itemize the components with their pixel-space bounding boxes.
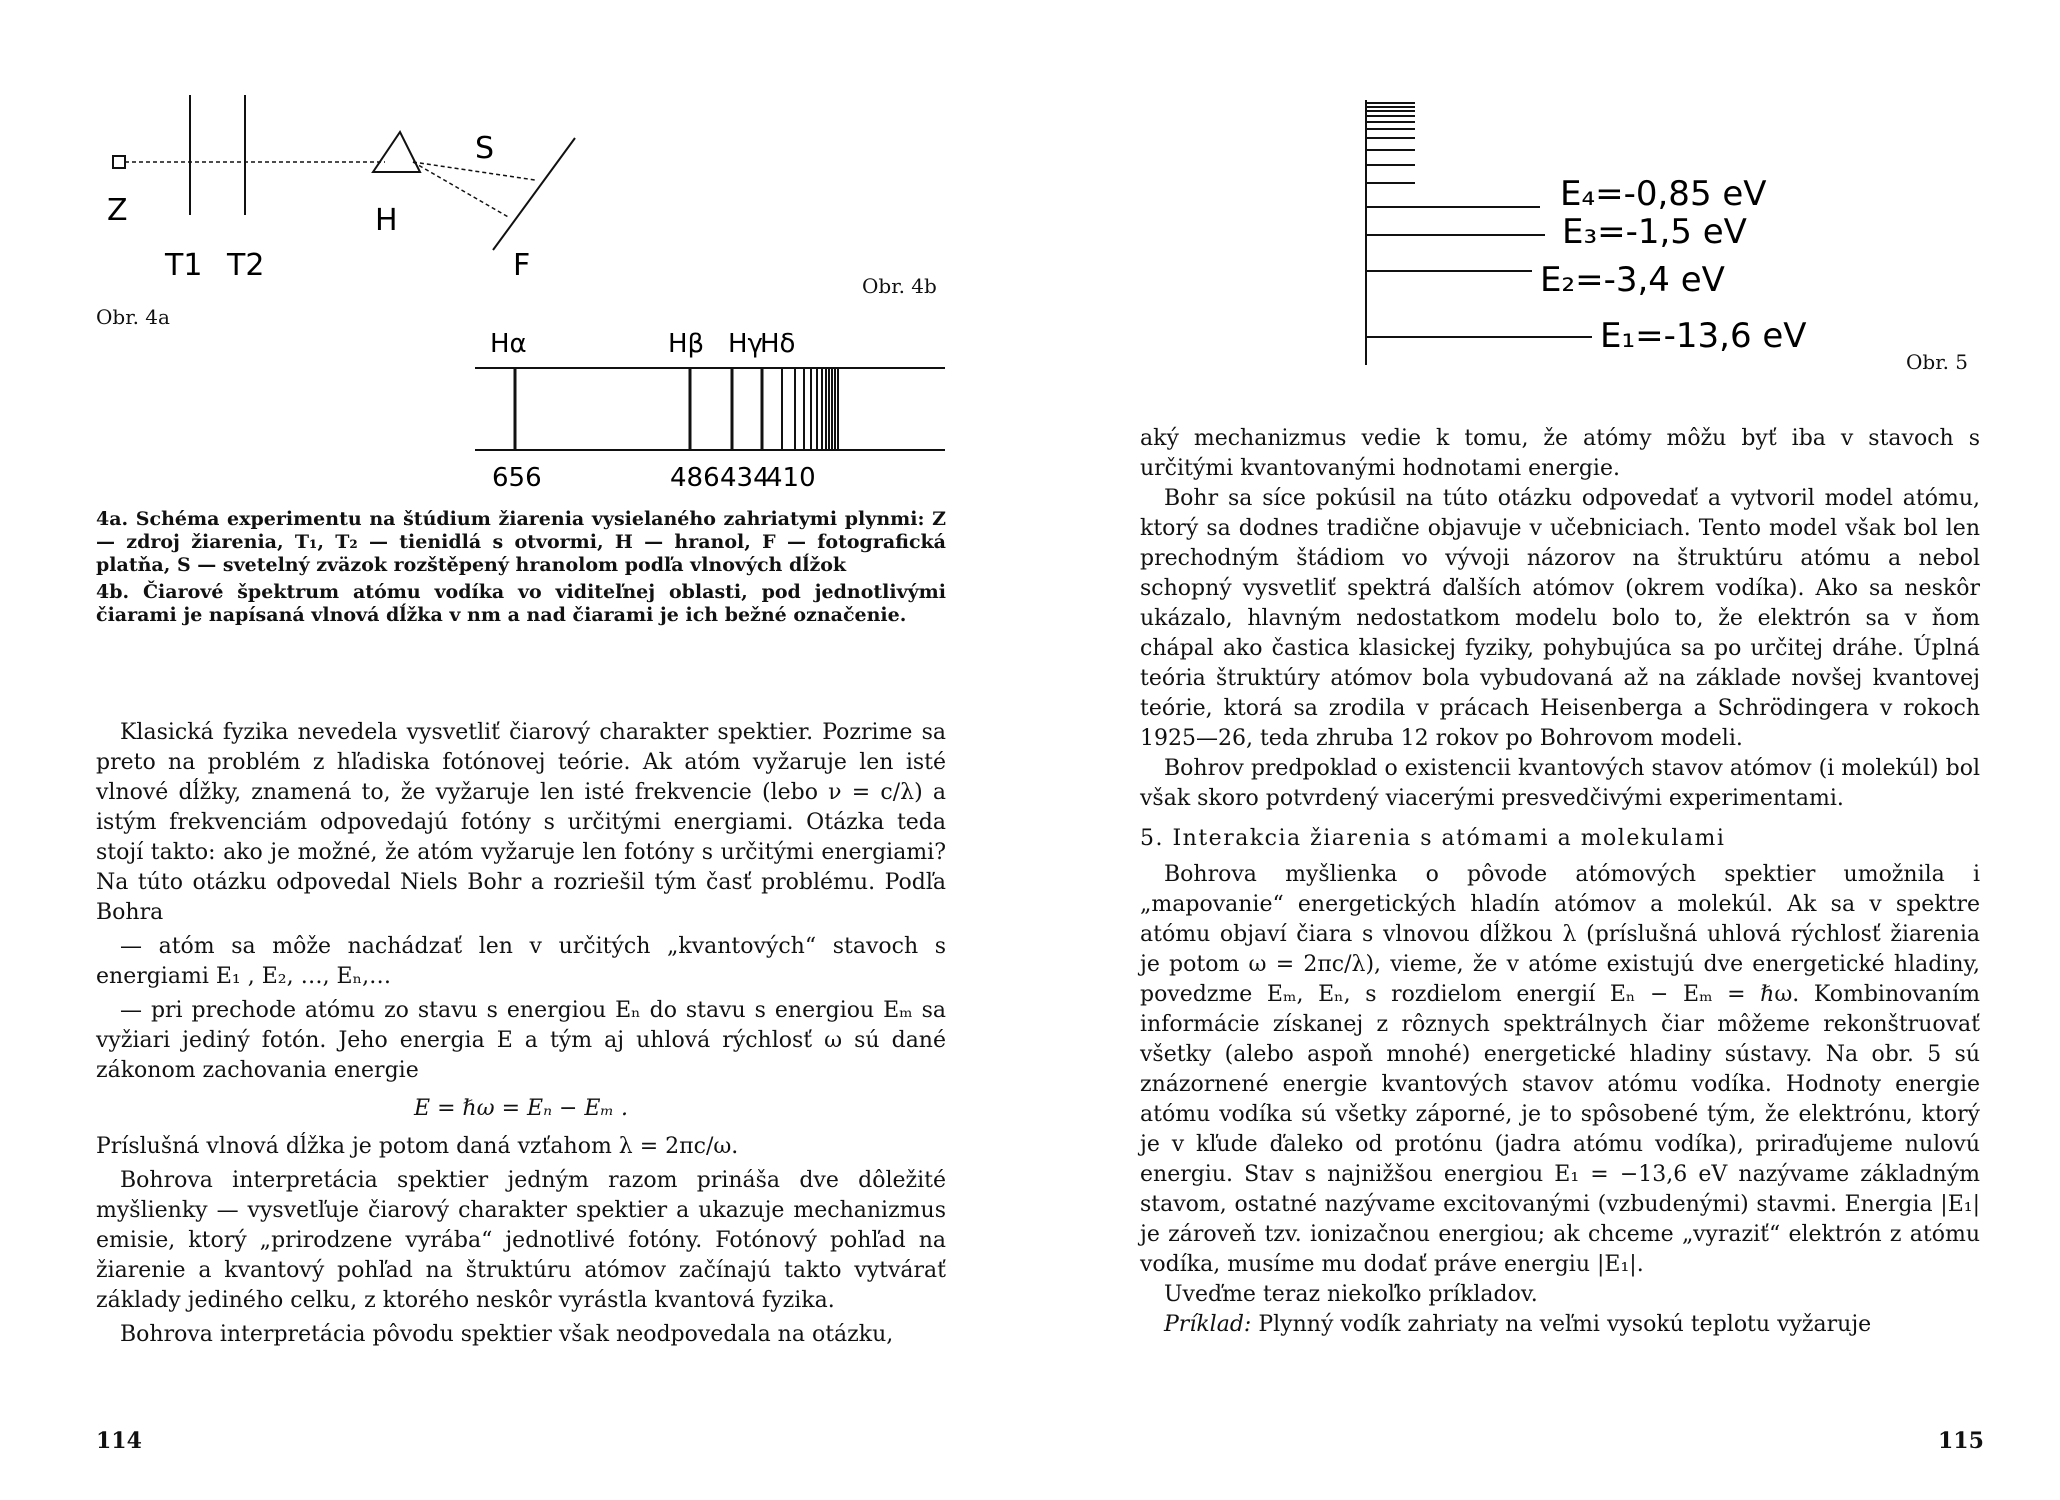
- section-heading: 5. Interakcia žiarenia s atómami a molekulami: [1140, 826, 1726, 851]
- label-f: F: [513, 248, 531, 283]
- paragraph: — atóm sa môže nachádzať len v určitých „kvantových“ stavoch s energiami E₁ , E₂, …, Eₙ,…: [96, 934, 946, 989]
- figure-4b-label: Obr. 4b: [862, 274, 937, 298]
- page-number-right: 115: [1938, 1428, 1984, 1454]
- paragraph: Uveďme teraz niekoľko príkladov.: [1164, 1282, 1538, 1307]
- wavelength-486: 486: [670, 463, 720, 493]
- wavelength-410: 410: [766, 463, 816, 493]
- level-e1-label: E₁=-13,6 eV: [1600, 316, 1807, 356]
- level-e4-label: E₄=-0,85 eV: [1560, 174, 1767, 214]
- line-name-h-beta: Hβ: [668, 329, 705, 359]
- photo-plate: [493, 138, 575, 250]
- page-number-left: 114: [96, 1428, 142, 1454]
- figure-captions: [96, 508, 946, 627]
- paragraph: Klasická fyzika nevedela vysvetliť čiarový charakter spektier. Pozrime sa preto na problém z hľadiska fotónovej teórie. Ak atóm vyžaruje len isté vlnové dĺžky, znamená to, že vyžaruje len isté frekvencie (lebo ν = c/λ) a istým frekvenciám odpovedajú fotóny s určitými energiami. Otázka teda stojí takto: ako je možné, že atóm vyžaruje len fotóny s určitými energiami? Na túto otázku odpovedal Niels Bohr a rozriešil tým časť problému. Podľa Bohra: [96, 720, 946, 925]
- paragraph: aký mechanizmus vedie k tomu, že atómy môžu byť iba v stavoch s určitými kvantovanými hodnotami energie.: [1140, 426, 1980, 481]
- upper-energy-levels: [1366, 103, 1415, 183]
- split-beam-lower: [413, 162, 510, 218]
- example-label: Príklad:: [1164, 1312, 1252, 1337]
- paragraph: Bohrova interpretácia spektier jedným razom prináša dve dôležité myšlienky — vysvetľuje čiarový charakter spektier a ukazuje mechanizmus emisie, ktorý „prirodzene vyrába“ jednotlivé fotóny. Fotónový pohľad na žiarenie a kvantový pohľad na štruktúru atómov začínajú takto vytvárať základy jediného celku, z ktorého neskôr vyrástla kvantová fyzika.: [96, 1168, 946, 1313]
- left-body-text: [96, 718, 946, 1350]
- label-h: H: [375, 203, 398, 238]
- line-name-h-alpha: Hα: [490, 329, 527, 359]
- label-t2: T2: [227, 248, 265, 283]
- spectral-lines: [515, 368, 838, 450]
- figure-5-label: Obr. 5: [1906, 350, 1969, 374]
- figure-5-energy-levels: [1360, 95, 1820, 375]
- figure-4a-schematic: [95, 90, 595, 290]
- paragraph: Bohrova myšlienka o pôvode atómových spektier umožnila i „mapovanie“ energetických hladín atómov a molekúl. Ak sa v spektre atómu objaví čiara s vlnovou dĺžkou λ (príslušná uhlová rýchlosť žiarenia je potom ω = 2πc/λ), vieme, že v atóme existujú dve energetické hladiny, povedzme Eₘ, Eₙ, s rozdielom energií Eₙ − Eₘ = ℏω. Kombinovaním informácie získanej z rôznych spektrálnych čiar môžeme rekonštruovať všetky (alebo aspoň mnohé) energetické hladiny sústavy. Na obr. 5 sú znázornené energie kvantových stavov atómu vodíka. Hodnoty energie atómu vodíka sú všetky záporné, je to spôsobené tým, že elektrónu, ktorý je v kľude ďaleko od protónu (jadra atómu vodíka), priraďujeme nulovú energiu. Stav s najnižšou energiou E₁ = −13,6 eV nazývame základným stavom, ostatné nazývame excitovanými (vzbudenými) stavmi. Energia |E₁| je zároveň tzv. ionizačnou energiou; ak chceme „vyraziť“ elektrón z atómu vodíka, musíme mu dodať práve energiu |E₁|.: [1140, 862, 1980, 1277]
- wavelength-434: 434: [720, 463, 770, 493]
- example-paragraph: [1140, 1310, 1980, 1340]
- right-body-text: [1140, 424, 1980, 1340]
- figure-4b-spectrum: [470, 320, 950, 500]
- paragraph: — pri prechode atómu zo stavu s energiou Eₙ do stavu s energiou Eₘ sa vyžiari jediný fotón. Jeho energia E a tým aj uhlová rýchlosť ω sú dané zákonom zachovania energie: [96, 998, 946, 1083]
- caption-4b: 4b. Čiarové špektrum atómu vodíka vo viditeľnej oblasti, pod jednotlivými čiarami je napísaná vlnová dĺžka v nm a nad čiarami je ich bežné označenie.: [96, 581, 946, 626]
- paragraph: Bohrova interpretácia pôvodu spektier však neodpovedala na otázku,: [120, 1322, 894, 1347]
- paragraph: Príslušná vlnová dĺžka je potom daná vzťahom λ = 2πc/ω.: [96, 1134, 739, 1159]
- level-e2-label: E₂=-3,4 eV: [1540, 260, 1725, 300]
- label-z: Z: [107, 193, 128, 228]
- label-s: S: [475, 131, 495, 166]
- right-page: [1030, 0, 2060, 1500]
- paragraph: Bohrov predpoklad o existencii kvantových stavov atómov (i molekúl) bol však skoro potvrdený viacerými presvedčivými experimentami.: [1140, 756, 1980, 811]
- example-text: Plynný vodík zahriaty na veľmi vysokú teplotu vyžaruje: [1258, 1312, 1872, 1337]
- label-t1: T1: [165, 248, 203, 283]
- prism: [373, 132, 420, 172]
- line-name-h-gamma: Hγ: [728, 329, 763, 359]
- level-e3-label: E₃=-1,5 eV: [1562, 212, 1747, 252]
- caption-4a: 4a. Schéma experimentu na štúdium žiarenia vysielaného zahriatymi plynmi: Z — zdroj žiarenia, T₁, T₂ — tienidlá s otvormi, H — hranol, F — fotografická platňa, S — svetelný zväzok rozštěpený hranolom podľa vlnových dĺžok: [96, 508, 946, 576]
- paragraph: Bohr sa síce pokúsil na túto otázku odpovedať a vytvoril model atómu, ktorý sa dodnes tradične objavuje v učebniciach. Tento model však bol len prechodným štádiom vo vývoji názorov na štruktúru atómu a nebol schopný vysvetliť spektrá ďalších atómov (okrem vodíka). Ako sa neskôr ukázalo, hlavným nedostatkom modelu bolo to, že elektrón sa v ňom chápal ako častica klasickej fyziky, pohybujúca sa po určitej dráhe. Úplná teória štruktúry atómov bola vybudovaná až na základe novšej kvantovej teórie, ktorá sa zrodila v prácach Heisenberga a Schrödingera v rokoch 1925—26, teda zhruba 12 rokov po Bohrovom modeli.: [1140, 486, 1980, 751]
- split-beam-upper: [413, 162, 535, 180]
- source-square: [113, 156, 125, 168]
- wavelength-656: 656: [492, 463, 542, 493]
- figure-4a-label: Obr. 4a: [96, 305, 170, 329]
- line-name-h-delta: Hδ: [760, 329, 796, 359]
- energy-formula: E = ℏω = Eₙ − Eₘ .: [414, 1096, 628, 1121]
